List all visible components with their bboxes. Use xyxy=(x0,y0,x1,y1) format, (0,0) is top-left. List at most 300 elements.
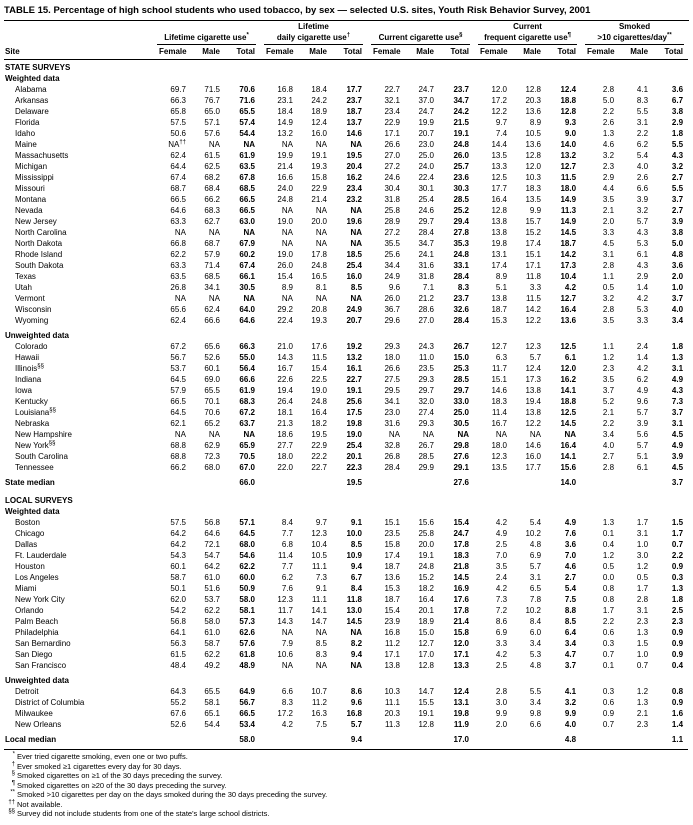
value-cell: 25.0 xyxy=(418,151,435,160)
value-cell: 21.5 xyxy=(453,118,470,127)
table-row xyxy=(4,363,688,374)
table-row xyxy=(4,407,688,418)
value-cell: 7.2 xyxy=(495,606,508,615)
table-row xyxy=(4,304,688,315)
value-cell: 2.8 xyxy=(602,305,615,314)
section-label-row xyxy=(4,492,688,506)
value-cell: 67.4 xyxy=(170,173,186,182)
footnote-text: Smoked cigarettes on ≥20 of the 30 days preceding the survey. xyxy=(17,780,227,790)
value-cell: 12.5 xyxy=(560,408,577,417)
value-cell: NA xyxy=(243,430,255,439)
value-cell: 30.4 xyxy=(384,184,401,193)
value-cell: 3.7 xyxy=(671,478,684,487)
value-cell: 15.8 xyxy=(453,628,470,637)
group-header-line1-row xyxy=(4,22,688,32)
value-cell: 66.2 xyxy=(204,195,220,204)
value-cell: 12.4 xyxy=(560,85,577,94)
table-row xyxy=(4,194,688,205)
value-cell: NA xyxy=(174,430,186,439)
value-cell: 22.6 xyxy=(277,375,293,384)
table-row xyxy=(4,572,688,583)
value-cell: 0.9 xyxy=(602,709,615,718)
value-cell: 0.0 xyxy=(602,573,615,582)
value-cell: 17.3 xyxy=(525,375,542,384)
value-cell: 16.6 xyxy=(277,173,293,182)
value-cell: 13.3 xyxy=(453,661,470,670)
site-cell: Montana xyxy=(15,195,47,204)
value-cell xyxy=(298,473,332,492)
value-cell: 4.9 xyxy=(671,441,684,450)
value-cell: 8.8 xyxy=(564,606,577,615)
table-row xyxy=(4,282,688,293)
value-cell: 18.3 xyxy=(453,551,470,560)
value-cell: 3.3 xyxy=(495,639,508,648)
value-cell: 10.5 xyxy=(311,551,327,560)
value-cell: 29.3 xyxy=(384,342,401,351)
site-cell: Ft. Lauderdale xyxy=(15,551,67,560)
value-cell: NA xyxy=(281,206,293,215)
value-cell: 7.3 xyxy=(671,397,684,406)
value-cell: 24.8 xyxy=(311,261,327,270)
value-cell: 12.4 xyxy=(453,687,470,696)
value-cell: 1.3 xyxy=(602,518,615,527)
site-cell: District of Columbia xyxy=(15,698,85,707)
value-cell: 2.5 xyxy=(671,606,684,615)
table-row xyxy=(4,462,688,473)
value-cell: 18.7 xyxy=(346,107,363,116)
footnote xyxy=(4,762,689,772)
value-cell: 16.4 xyxy=(418,595,435,604)
table-row xyxy=(4,216,688,227)
column-group-header: frequent cigarette use¶ xyxy=(474,32,581,45)
value-cell: 1.5 xyxy=(671,518,684,527)
value-cell: 17.7 xyxy=(525,463,542,472)
value-cell: 3.4 xyxy=(529,698,542,707)
value-cell: 66.5 xyxy=(170,195,186,204)
value-cell: NA xyxy=(243,140,255,149)
value-cell: 19.9 xyxy=(418,118,435,127)
value-cell: 9.9 xyxy=(529,206,542,215)
value-cell: 8.5 xyxy=(315,639,327,648)
value-cell: 9.7 xyxy=(315,518,327,527)
value-cell: 18.3 xyxy=(525,184,542,193)
value-cell: 1.7 xyxy=(602,606,615,615)
value-cell: 52.6 xyxy=(204,353,220,362)
value-cell: 17.0 xyxy=(439,730,474,750)
site-cell: Texas xyxy=(15,272,36,281)
site-cell: New Jersey xyxy=(15,217,57,226)
value-cell: 7.9 xyxy=(281,639,293,648)
value-cell: NA xyxy=(281,628,293,637)
value-cell: 21.4 xyxy=(311,195,327,204)
value-cell: 4.6 xyxy=(564,562,577,571)
value-cell: 24.7 xyxy=(418,107,435,116)
value-cell: 48.9 xyxy=(239,661,255,670)
value-cell: 18.4 xyxy=(277,107,293,116)
value-cell: 17.8 xyxy=(453,540,470,549)
value-cell: 5.1 xyxy=(495,283,508,292)
value-cell: 72.1 xyxy=(204,540,220,549)
value-cell: 62.2 xyxy=(204,606,220,615)
value-cell xyxy=(474,473,512,492)
value-cell: 25.2 xyxy=(453,206,470,215)
value-cell: 34.7 xyxy=(453,96,470,105)
value-cell: 16.4 xyxy=(491,195,508,204)
value-cell: 15.3 xyxy=(384,584,401,593)
value-cell: 13.6 xyxy=(560,316,577,325)
median-row xyxy=(4,473,688,492)
value-cell: 14.1 xyxy=(560,452,577,461)
value-cell: 17.3 xyxy=(560,261,577,270)
value-cell: 63.3 xyxy=(170,261,186,270)
value-cell: 23.0 xyxy=(418,140,435,149)
value-cell: 62.6 xyxy=(239,628,255,637)
value-cell: 26.8 xyxy=(384,452,401,461)
site-cell: Hawaii xyxy=(15,353,40,362)
value-cell: 9.8 xyxy=(529,709,542,718)
value-cell: 1.0 xyxy=(636,540,649,549)
value-cell: 2.7 xyxy=(671,206,684,215)
value-cell: 3.4 xyxy=(529,639,542,648)
value-cell: 2.8 xyxy=(602,85,615,94)
value-cell: 9.9 xyxy=(495,709,508,718)
section-label-row xyxy=(4,60,688,73)
value-cell: 13.8 xyxy=(525,408,542,417)
value-cell: 0.6 xyxy=(602,628,615,637)
value-cell: 17.0 xyxy=(418,650,435,659)
value-cell: 55.2 xyxy=(170,698,186,707)
value-cell: 19.1 xyxy=(453,129,470,138)
table-row xyxy=(4,249,688,260)
value-cell: 11.3 xyxy=(560,206,577,215)
value-cell: 24.8 xyxy=(453,250,470,259)
value-cell: 13.7 xyxy=(346,118,363,127)
value-cell: 3.3 xyxy=(636,316,649,325)
value-cell: 31.6 xyxy=(384,419,401,428)
value-cell: 12.3 xyxy=(491,452,508,461)
value-cell: NA xyxy=(243,228,255,237)
value-cell: 50.1 xyxy=(170,584,186,593)
value-cell: 11.1 xyxy=(312,595,327,604)
value-cell: 54.4 xyxy=(239,129,255,138)
value-cell: 0.7 xyxy=(602,650,615,659)
value-cell: 16.2 xyxy=(560,375,577,384)
value-cell: 1.8 xyxy=(671,342,684,351)
value-cell: 2.7 xyxy=(671,173,684,182)
footnote-text: Smoked >10 cigarettes per day on the days smoked during the 30 days preceding the survey. xyxy=(17,790,328,799)
value-cell: 18.7 xyxy=(384,562,401,571)
value-cell: 6.1 xyxy=(564,353,577,362)
site-cell: Wyoming xyxy=(15,316,49,325)
value-cell: 13.5 xyxy=(525,195,542,204)
column-group-header xyxy=(367,22,474,32)
value-cell: 27.8 xyxy=(453,228,470,237)
value-cell: NA xyxy=(564,430,577,439)
value-cell: 8.6 xyxy=(350,687,363,696)
value-cell: 4.8 xyxy=(529,540,542,549)
value-cell: 3.2 xyxy=(602,294,615,303)
value-cell: 9.9 xyxy=(564,709,577,718)
footnote-text: Smoked cigarettes on ≥1 of the 30 days preceding the survey. xyxy=(17,771,223,780)
value-cell: 7.8 xyxy=(529,595,542,604)
table-row xyxy=(4,293,688,304)
site-cell: Nevada xyxy=(15,206,43,215)
value-cell: 20.7 xyxy=(346,316,363,325)
value-cell: 64.2 xyxy=(204,562,220,571)
table-row xyxy=(4,396,688,407)
value-cell: 8.4 xyxy=(281,518,293,527)
value-cell: 17.1 xyxy=(384,650,401,659)
value-cell: 63.0 xyxy=(239,217,255,226)
value-cell: 23.1 xyxy=(277,96,293,105)
value-cell: 6.3 xyxy=(495,353,508,362)
table-row xyxy=(4,117,688,128)
site-cell: Philadelphia xyxy=(15,628,59,637)
value-cell: 29.6 xyxy=(384,316,401,325)
value-cell: 32.6 xyxy=(453,305,470,314)
value-cell: 15.4 xyxy=(277,272,293,281)
value-cell: 0.9 xyxy=(671,562,684,571)
site-cell: Florida xyxy=(15,118,40,127)
value-cell: 64.3 xyxy=(170,687,186,696)
footnote-marker: §§ xyxy=(8,808,15,815)
column-group-header: >10 cigarettes/day** xyxy=(581,32,688,45)
value-cell: 25.7 xyxy=(453,162,470,171)
table-row xyxy=(4,271,688,282)
value-cell: 58.0 xyxy=(239,595,255,604)
value-cell: 5.2 xyxy=(602,397,615,406)
value-cell: 14.5 xyxy=(560,228,577,237)
value-cell: 12.2 xyxy=(491,107,508,116)
value-cell: 29.7 xyxy=(418,386,435,395)
value-cell: 17.5 xyxy=(346,408,363,417)
value-cell: 68.8 xyxy=(170,441,186,450)
site-cell: Iowa xyxy=(15,386,32,395)
value-cell: 10.2 xyxy=(525,529,542,538)
value-cell: 25.6 xyxy=(346,397,363,406)
value-cell: 62.7 xyxy=(204,217,220,226)
value-cell: 27.5 xyxy=(384,375,401,384)
site-cell: Tennessee xyxy=(15,463,54,472)
value-cell: 57.5 xyxy=(170,518,186,527)
value-cell: 13.5 xyxy=(491,151,508,160)
value-cell: 19.0 xyxy=(277,250,293,259)
value-cell: 13.6 xyxy=(525,107,542,116)
value-cell: 24.6 xyxy=(384,173,401,182)
value-cell: NA xyxy=(495,430,508,439)
value-cell: 69.7 xyxy=(170,85,186,94)
value-cell: 2.7 xyxy=(564,573,577,582)
value-cell: 13.6 xyxy=(384,573,401,582)
value-cell: 67.9 xyxy=(239,239,255,248)
value-cell: 1.3 xyxy=(671,353,684,362)
value-cell xyxy=(191,473,225,492)
value-cell: 63.3 xyxy=(170,217,186,226)
value-cell: 64.5 xyxy=(170,408,186,417)
value-cell: 20.0 xyxy=(418,540,435,549)
value-cell: 20.1 xyxy=(418,606,435,615)
site-cell: San Diego xyxy=(15,650,53,659)
value-cell: 26.0 xyxy=(384,294,401,303)
value-cell: 11.8 xyxy=(346,595,363,604)
value-cell: 9.1 xyxy=(315,584,327,593)
site-cell: Unweighted data xyxy=(5,676,70,685)
value-cell: 17.8 xyxy=(311,250,327,259)
value-cell: 65.5 xyxy=(239,107,255,116)
value-cell: 11.1 xyxy=(312,562,327,571)
footnote-text: Ever tried cigarette smoking, even one or two puffs. xyxy=(17,752,188,761)
value-cell: 14.4 xyxy=(491,140,508,149)
value-cell: 1.3 xyxy=(602,129,615,138)
value-cell: 66.0 xyxy=(239,478,255,487)
value-cell: NA xyxy=(281,239,293,248)
column-group-header: daily cigarette use† xyxy=(260,32,367,45)
value-cell: NA xyxy=(281,140,293,149)
value-cell: 25.8 xyxy=(418,529,435,538)
subheader-row xyxy=(4,45,688,60)
value-cell: 22.0 xyxy=(277,463,293,472)
value-cell: 65.8 xyxy=(170,107,186,116)
value-cell: 70.5 xyxy=(239,452,255,461)
value-cell: 14.9 xyxy=(560,217,577,226)
value-cell: 58.7 xyxy=(204,639,220,648)
value-cell: 8.9 xyxy=(495,272,508,281)
value-cell: 3.7 xyxy=(602,386,615,395)
value-cell: 23.9 xyxy=(384,617,401,626)
value-cell: 70.6 xyxy=(239,85,255,94)
value-cell: 51.6 xyxy=(204,584,220,593)
value-cell: 11.7 xyxy=(492,364,508,373)
value-cell: 27.6 xyxy=(453,478,470,487)
footnotes xyxy=(4,752,689,819)
value-cell: 2.3 xyxy=(602,364,615,373)
value-cell: 53.7 xyxy=(204,595,220,604)
column-subheader: Total xyxy=(225,45,260,60)
value-cell: 61.9 xyxy=(239,151,255,160)
value-cell: 61.0 xyxy=(204,573,220,582)
value-cell: 68.7 xyxy=(170,184,186,193)
value-cell: 28.4 xyxy=(384,463,401,472)
value-cell: 24.8 xyxy=(311,397,327,406)
value-cell xyxy=(405,473,439,492)
value-cell: 68.3 xyxy=(239,397,255,406)
value-cell: 65.6 xyxy=(204,342,220,351)
value-cell: 14.6 xyxy=(346,129,363,138)
site-cell: Mississippi xyxy=(15,173,54,182)
value-cell: 19.2 xyxy=(346,342,363,351)
value-cell: 2.3 xyxy=(671,617,684,626)
value-cell: 32.0 xyxy=(418,397,435,406)
value-cell: 0.5 xyxy=(636,573,649,582)
value-cell: 2.8 xyxy=(636,595,649,604)
value-cell: 6.2 xyxy=(636,140,649,149)
footnote xyxy=(4,809,689,819)
value-cell: 3.1 xyxy=(636,118,649,127)
site-cell: New York City xyxy=(15,595,65,604)
value-cell: 19.0 xyxy=(346,430,363,439)
value-cell: 12.7 xyxy=(491,342,508,351)
value-cell: 5.4 xyxy=(529,518,542,527)
value-cell: 12.7 xyxy=(560,294,577,303)
value-cell: 18.2 xyxy=(311,419,327,428)
column-subheader: Female xyxy=(260,45,298,60)
value-cell: 64.9 xyxy=(239,687,255,696)
value-cell: 4.2 xyxy=(495,584,508,593)
value-cell: 10.6 xyxy=(277,650,293,659)
value-cell: 4.1 xyxy=(636,85,649,94)
value-cell xyxy=(619,473,653,492)
value-cell: 61.9 xyxy=(239,386,255,395)
value-cell: 31.8 xyxy=(418,272,435,281)
value-cell: 66.1 xyxy=(239,272,255,281)
value-cell: 70.6 xyxy=(204,408,220,417)
value-cell: 16.7 xyxy=(491,419,508,428)
site-column-header: Site xyxy=(4,45,153,60)
value-cell: 12.3 xyxy=(277,595,293,604)
value-cell: 18.4 xyxy=(311,85,327,94)
column-group-header: Lifetime cigarette use* xyxy=(153,32,260,45)
value-cell: 13.1 xyxy=(453,698,470,707)
footnote-text: Not available. xyxy=(17,799,63,809)
value-cell: 24.0 xyxy=(277,184,293,193)
value-cell: 19.0 xyxy=(277,217,293,226)
value-cell: 12.8 xyxy=(525,151,542,160)
value-cell: 11.0 xyxy=(419,353,435,362)
value-cell: 26.8 xyxy=(170,283,186,292)
value-cell xyxy=(619,730,653,750)
value-cell: 18.0 xyxy=(277,452,293,461)
value-cell: 1.1 xyxy=(602,272,615,281)
value-cell: 16.5 xyxy=(311,272,327,281)
value-cell: 2.2 xyxy=(602,419,615,428)
value-cell: 15.5 xyxy=(418,698,435,707)
table-row xyxy=(4,84,688,95)
value-cell: 1.4 xyxy=(671,720,684,729)
value-cell: 64.4 xyxy=(170,162,186,171)
value-cell: 14.0 xyxy=(560,140,577,149)
value-cell: 4.3 xyxy=(636,261,649,270)
value-cell: 24.7 xyxy=(418,85,435,94)
value-cell: 18.9 xyxy=(418,617,435,626)
table-row xyxy=(4,583,688,594)
value-cell: 4.9 xyxy=(564,518,577,527)
value-cell: 67.2 xyxy=(239,408,255,417)
value-cell: 55.0 xyxy=(239,353,255,362)
site-cell: Illinois§§ xyxy=(15,363,44,373)
value-cell: 2.1 xyxy=(636,709,649,718)
footnote xyxy=(4,781,689,791)
footnote-marker: †† xyxy=(8,799,15,805)
value-cell: 56.7 xyxy=(170,353,186,362)
value-cell: 3.2 xyxy=(602,151,615,160)
value-cell: 31.8 xyxy=(384,195,401,204)
value-cell xyxy=(581,730,619,750)
value-cell: 2.6 xyxy=(636,173,649,182)
value-cell: 30.1 xyxy=(418,184,435,193)
value-cell: 1.3 xyxy=(636,698,649,707)
value-cell: 66.6 xyxy=(239,375,255,384)
value-cell: 5.7 xyxy=(636,441,649,450)
site-cell: Miami xyxy=(15,584,37,593)
value-cell: 15.7 xyxy=(525,217,542,226)
value-cell: 3.5 xyxy=(602,316,615,325)
value-cell: 63.5 xyxy=(170,272,186,281)
site-cell: Colorado xyxy=(15,342,48,351)
value-cell: NA xyxy=(208,140,220,149)
value-cell: 68.0 xyxy=(239,540,255,549)
value-cell: 5.5 xyxy=(671,140,684,149)
value-cell: NA xyxy=(315,239,327,248)
